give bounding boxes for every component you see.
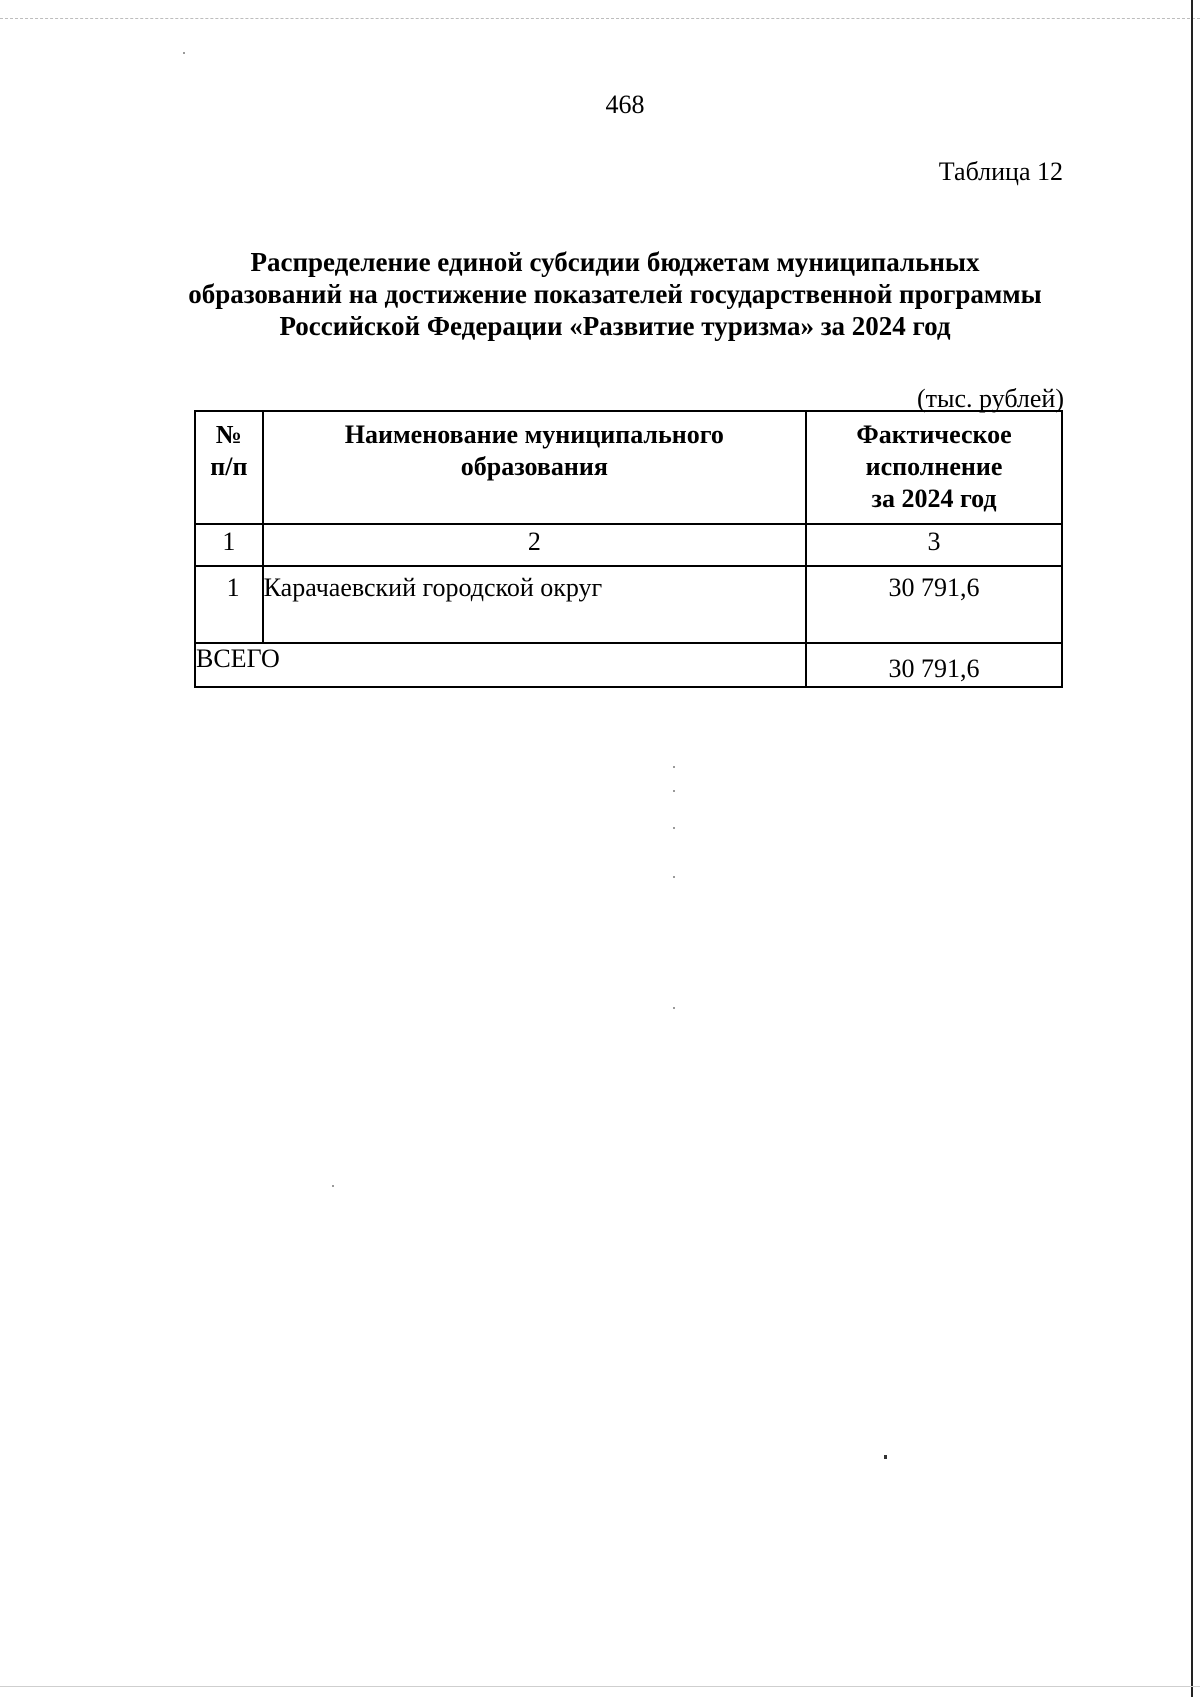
column-number: 3: [806, 524, 1062, 566]
header-value-line: Фактическое: [856, 420, 1012, 449]
header-value-line: за 2024 год: [871, 484, 997, 513]
units-label: (тыс. рублей): [916, 384, 1064, 413]
scan-border-right: [1191, 0, 1193, 1697]
scan-border-bottom: [0, 1686, 1200, 1687]
header-name-line: Наименование муниципального: [344, 420, 724, 449]
table-caption: Таблица 12: [938, 157, 1063, 186]
table-row: [195, 566, 1062, 643]
scan-speck: [332, 1185, 334, 1187]
column-number: 1: [195, 524, 263, 566]
header-number-line: №: [215, 420, 242, 449]
header-value-line: исполнение: [865, 452, 1003, 481]
column-number: 2: [263, 524, 806, 566]
scan-speck: [183, 52, 185, 54]
page-number: 468: [605, 90, 645, 119]
header-value: [806, 411, 1062, 524]
table-header-row: [195, 411, 1062, 524]
scan-speck: [673, 827, 675, 829]
title-line: образований на достижение показателей государственной программы: [188, 279, 1042, 309]
title-line: Российской Федерации «Развитие туризма» за 2024 год: [279, 311, 951, 341]
total-label: ВСЕГО: [195, 643, 806, 687]
subsidy-table: [194, 410, 1063, 688]
document-title: [150, 246, 1080, 342]
scan-speck: [673, 766, 675, 768]
header-name-line: образования: [460, 452, 608, 481]
row-number: 1: [195, 566, 263, 643]
scan-speck: [673, 1007, 675, 1009]
scan-border-top: [0, 18, 1200, 19]
scan-speck: [673, 876, 675, 878]
header-number: [195, 411, 263, 524]
column-number-row: [195, 524, 1062, 566]
scan-speck: [884, 1455, 887, 1459]
title-line: Распределение единой субсидии бюджетам муниципальных: [250, 247, 980, 277]
header-name: [263, 411, 806, 524]
municipality-name: Карачаевский городской округ: [263, 566, 806, 643]
execution-value: 30 791,6: [806, 566, 1062, 643]
total-row: [195, 643, 1062, 687]
total-value: 30 791,6: [806, 643, 1062, 687]
header-number-line: п/п: [210, 452, 248, 481]
scan-speck: [673, 790, 675, 792]
